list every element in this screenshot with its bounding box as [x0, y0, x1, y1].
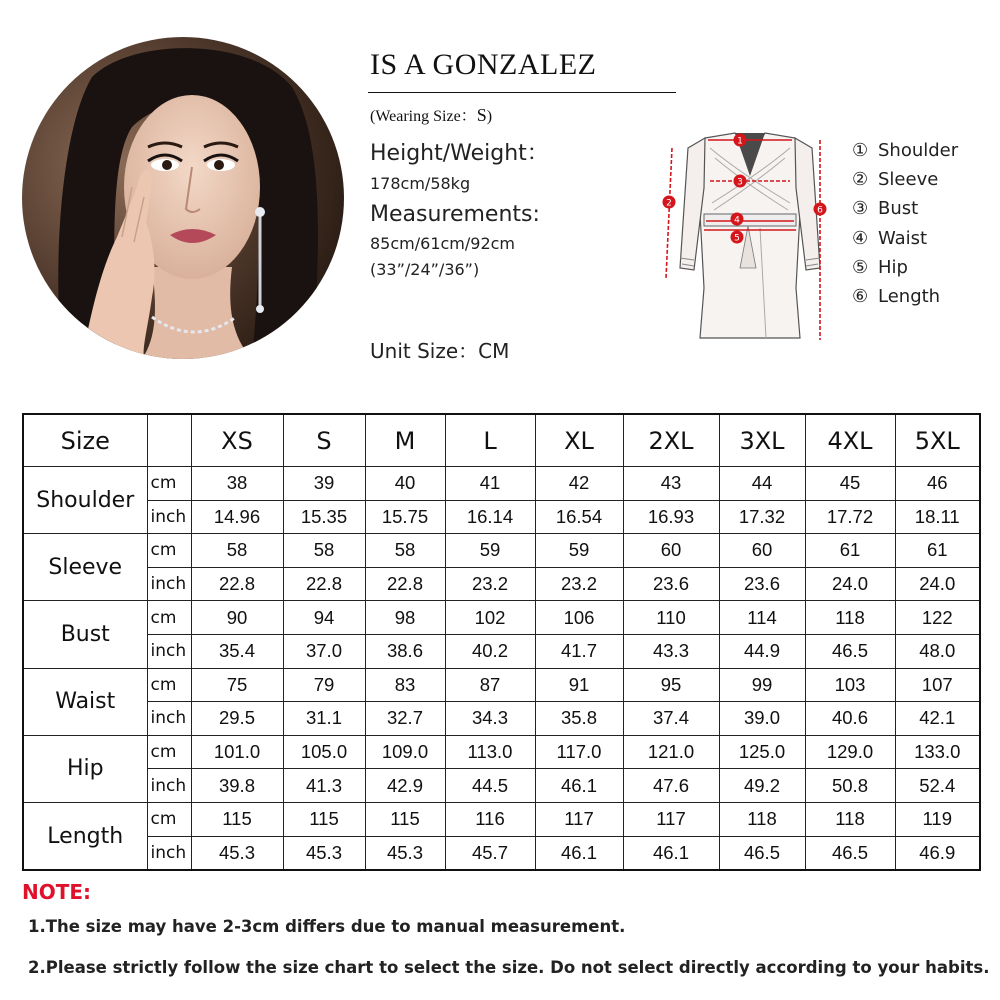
cell-waist-inch: 32.7	[365, 702, 445, 736]
cell-shoulder-inch: 17.72	[805, 500, 895, 534]
measurement-legend	[852, 140, 958, 315]
cell-sleeve-inch: 23.2	[445, 567, 535, 601]
size-header: 4XL	[805, 414, 895, 467]
table-row-bust-cm	[23, 601, 980, 635]
cell-bust-cm: 94	[283, 601, 365, 635]
cell-shoulder-cm: 39	[283, 467, 365, 501]
cell-length-inch: 46.5	[719, 836, 805, 870]
cell-shoulder-inch: 16.14	[445, 500, 535, 534]
cell-waist-cm: 87	[445, 668, 535, 702]
cell-length-cm: 119	[895, 802, 980, 836]
legend-item-shoulder	[852, 140, 958, 169]
legend-label: Hip	[878, 256, 908, 278]
cell-bust-cm: 114	[719, 601, 805, 635]
mark-1: 1	[737, 136, 743, 147]
cell-shoulder-cm: 40	[365, 467, 445, 501]
legend-label: Shoulder	[878, 140, 959, 161]
cell-bust-inch: 38.6	[365, 634, 445, 668]
brand-name: IS A GONZALEZ	[370, 48, 597, 81]
cell-waist-cm: 107	[895, 668, 980, 702]
cell-hip-cm: 125.0	[719, 735, 805, 769]
table-row-shoulder-inch	[23, 500, 980, 534]
legend-number: ⑥	[852, 285, 869, 307]
legend-label: Bust	[878, 198, 919, 220]
cell-waist-cm: 99	[719, 668, 805, 702]
cell-hip-inch: 49.2	[719, 769, 805, 803]
cell-length-inch: 46.5	[805, 836, 895, 870]
table-row-hip-inch	[23, 769, 980, 803]
cell-length-inch: 45.3	[365, 836, 445, 870]
cell-shoulder-cm: 42	[535, 467, 623, 501]
height-weight-value: 178cm/58kg	[370, 174, 471, 193]
wearing-size-value: S	[476, 105, 487, 125]
cell-length-cm: 118	[719, 802, 805, 836]
cell-hip-inch: 50.8	[805, 769, 895, 803]
table-row-length-inch	[23, 836, 980, 870]
cell-sleeve-cm: 58	[365, 534, 445, 568]
wearing-size-suffix: )	[486, 108, 493, 125]
table-header-row	[23, 414, 980, 467]
cell-length-cm: 115	[283, 802, 365, 836]
mark-5: 5	[734, 233, 740, 244]
cell-length-inch: 45.3	[283, 836, 365, 870]
cell-length-cm: 117	[623, 802, 719, 836]
cell-hip-cm: 129.0	[805, 735, 895, 769]
note-1: 1.The size may have 2-3cm differs due to manual measurement.	[28, 917, 626, 936]
unit-inch-label: inch	[147, 634, 191, 668]
size-header: 3XL	[719, 414, 805, 467]
mark-2: 2	[666, 198, 672, 209]
legend-label: Waist	[878, 227, 928, 249]
table-row-waist-inch	[23, 702, 980, 736]
legend-item-hip	[852, 257, 958, 286]
brand-underline	[368, 92, 676, 93]
unit-inch-label: inch	[147, 836, 191, 870]
unit-inch-label: inch	[147, 702, 191, 736]
size-header: S	[283, 414, 365, 467]
height-weight-label: Height/Weight：	[370, 141, 549, 166]
table-row-waist-cm	[23, 668, 980, 702]
cell-bust-inch: 46.5	[805, 634, 895, 668]
cell-shoulder-inch: 15.75	[365, 500, 445, 534]
mark-6: 6	[817, 205, 823, 216]
cell-bust-inch: 44.9	[719, 634, 805, 668]
dress-measurement-diagram	[660, 128, 840, 352]
cell-bust-cm: 110	[623, 601, 719, 635]
model-portrait-illustration	[22, 37, 344, 359]
cell-hip-inch: 52.4	[895, 769, 980, 803]
cell-sleeve-cm: 58	[191, 534, 283, 568]
cell-sleeve-cm: 60	[623, 534, 719, 568]
cell-sleeve-inch: 22.8	[365, 567, 445, 601]
measurement-name-hip: Hip	[23, 735, 147, 802]
cell-sleeve-cm: 59	[535, 534, 623, 568]
cell-hip-inch: 39.8	[191, 769, 283, 803]
cell-hip-cm: 117.0	[535, 735, 623, 769]
cell-bust-inch: 37.0	[283, 634, 365, 668]
size-header-label: Size	[23, 414, 147, 467]
cell-length-inch: 45.7	[445, 836, 535, 870]
unit-size	[370, 335, 509, 364]
cell-bust-inch: 41.7	[535, 634, 623, 668]
measurements-cm: 85cm/61cm/92cm	[370, 234, 516, 253]
legend-number: ③	[852, 198, 869, 220]
cell-waist-inch: 39.0	[719, 702, 805, 736]
cell-waist-cm: 103	[805, 668, 895, 702]
table-row-bust-inch	[23, 634, 980, 668]
cell-length-inch: 45.3	[191, 836, 283, 870]
cell-waist-inch: 35.8	[535, 702, 623, 736]
legend-number: ⑤	[852, 256, 869, 278]
mark-4: 4	[734, 215, 740, 226]
cell-length-inch: 46.1	[535, 836, 623, 870]
unit-cm-label: cm	[147, 534, 191, 568]
cell-waist-inch: 29.5	[191, 702, 283, 736]
cell-sleeve-inch: 22.8	[283, 567, 365, 601]
cell-bust-cm: 122	[895, 601, 980, 635]
cell-waist-inch: 42.1	[895, 702, 980, 736]
cell-sleeve-inch: 23.2	[535, 567, 623, 601]
measurement-name-bust: Bust	[23, 601, 147, 668]
cell-hip-cm: 121.0	[623, 735, 719, 769]
cell-shoulder-inch: 16.54	[535, 500, 623, 534]
unit-size-value: CM	[478, 339, 510, 363]
legend-item-waist	[852, 228, 958, 257]
wearing-size-prefix: (Wearing Size：	[370, 108, 477, 125]
cell-shoulder-cm: 41	[445, 467, 535, 501]
legend-item-length	[852, 286, 958, 315]
cell-sleeve-inch: 23.6	[623, 567, 719, 601]
cell-hip-cm: 113.0	[445, 735, 535, 769]
legend-number: ①	[852, 140, 869, 161]
cell-shoulder-cm: 46	[895, 467, 980, 501]
unit-cm-label: cm	[147, 668, 191, 702]
cell-waist-inch: 31.1	[283, 702, 365, 736]
table-row-shoulder-cm	[23, 467, 980, 501]
size-chart-table	[22, 413, 981, 871]
cell-waist-inch: 37.4	[623, 702, 719, 736]
cell-bust-inch: 48.0	[895, 634, 980, 668]
cell-shoulder-cm: 45	[805, 467, 895, 501]
legend-item-bust	[852, 198, 958, 227]
cell-shoulder-inch: 17.32	[719, 500, 805, 534]
cell-length-inch: 46.9	[895, 836, 980, 870]
legend-label: Sleeve	[878, 169, 939, 191]
unit-header-empty	[147, 414, 191, 467]
cell-shoulder-cm: 44	[719, 467, 805, 501]
size-header: XL	[535, 414, 623, 467]
cell-bust-cm: 102	[445, 601, 535, 635]
table-row-sleeve-inch	[23, 567, 980, 601]
cell-shoulder-inch: 16.93	[623, 500, 719, 534]
cell-sleeve-cm: 61	[805, 534, 895, 568]
cell-waist-cm: 91	[535, 668, 623, 702]
cell-length-cm: 115	[191, 802, 283, 836]
mark-3: 3	[737, 177, 743, 188]
cell-sleeve-inch: 24.0	[805, 567, 895, 601]
cell-bust-cm: 98	[365, 601, 445, 635]
measurements-inch: (33”/24”/36”)	[370, 260, 480, 279]
note-title: NOTE:	[22, 880, 92, 904]
cell-hip-inch: 41.3	[283, 769, 365, 803]
size-header: L	[445, 414, 535, 467]
cell-waist-cm: 75	[191, 668, 283, 702]
cell-hip-inch: 47.6	[623, 769, 719, 803]
size-header: XS	[191, 414, 283, 467]
cell-sleeve-cm: 60	[719, 534, 805, 568]
table-row-sleeve-cm	[23, 534, 980, 568]
wearing-size	[370, 103, 492, 126]
size-header: 2XL	[623, 414, 719, 467]
cell-bust-cm: 106	[535, 601, 623, 635]
measurement-name-length: Length	[23, 802, 147, 870]
measurements-label: Measurements:	[370, 202, 540, 227]
cell-sleeve-inch: 23.6	[719, 567, 805, 601]
cell-bust-cm: 90	[191, 601, 283, 635]
cell-bust-inch: 40.2	[445, 634, 535, 668]
cell-shoulder-cm: 43	[623, 467, 719, 501]
cell-sleeve-inch: 24.0	[895, 567, 980, 601]
table-row-hip-cm	[23, 735, 980, 769]
cell-bust-inch: 43.3	[623, 634, 719, 668]
cell-shoulder-inch: 18.11	[895, 500, 980, 534]
note-2: 2.Please strictly follow the size chart to select the size. Do not select directly according to your habits.	[28, 958, 990, 977]
legend-number: ②	[852, 169, 869, 191]
cell-hip-inch: 42.9	[365, 769, 445, 803]
cell-waist-cm: 83	[365, 668, 445, 702]
table-row-length-cm	[23, 802, 980, 836]
cell-hip-cm: 109.0	[365, 735, 445, 769]
unit-inch-label: inch	[147, 500, 191, 534]
cell-hip-cm: 101.0	[191, 735, 283, 769]
cell-length-cm: 117	[535, 802, 623, 836]
cell-waist-cm: 79	[283, 668, 365, 702]
cell-sleeve-cm: 58	[283, 534, 365, 568]
cell-sleeve-inch: 22.8	[191, 567, 283, 601]
legend-item-sleeve	[852, 169, 958, 198]
measurement-name-shoulder: Shoulder	[23, 467, 147, 534]
cell-shoulder-cm: 38	[191, 467, 283, 501]
measurement-name-waist: Waist	[23, 668, 147, 735]
size-header: M	[365, 414, 445, 467]
unit-cm-label: cm	[147, 467, 191, 501]
cell-length-cm: 115	[365, 802, 445, 836]
cell-hip-inch: 44.5	[445, 769, 535, 803]
unit-cm-label: cm	[147, 802, 191, 836]
unit-cm-label: cm	[147, 601, 191, 635]
cell-hip-inch: 46.1	[535, 769, 623, 803]
cell-sleeve-cm: 59	[445, 534, 535, 568]
unit-inch-label: inch	[147, 769, 191, 803]
cell-shoulder-inch: 14.96	[191, 500, 283, 534]
model-photo	[22, 37, 344, 359]
cell-waist-inch: 40.6	[805, 702, 895, 736]
unit-inch-label: inch	[147, 567, 191, 601]
cell-waist-inch: 34.3	[445, 702, 535, 736]
unit-size-label: Unit Size：	[370, 339, 479, 363]
cell-sleeve-cm: 61	[895, 534, 980, 568]
cell-bust-inch: 35.4	[191, 634, 283, 668]
cell-length-inch: 46.1	[623, 836, 719, 870]
cell-length-cm: 116	[445, 802, 535, 836]
unit-cm-label: cm	[147, 735, 191, 769]
cell-shoulder-inch: 15.35	[283, 500, 365, 534]
cell-hip-cm: 105.0	[283, 735, 365, 769]
legend-number: ④	[852, 227, 869, 249]
legend-label: Length	[878, 285, 941, 307]
cell-bust-cm: 118	[805, 601, 895, 635]
measurement-name-sleeve: Sleeve	[23, 534, 147, 601]
cell-waist-cm: 95	[623, 668, 719, 702]
cell-hip-cm: 133.0	[895, 735, 980, 769]
size-header: 5XL	[895, 414, 980, 467]
cell-length-cm: 118	[805, 802, 895, 836]
